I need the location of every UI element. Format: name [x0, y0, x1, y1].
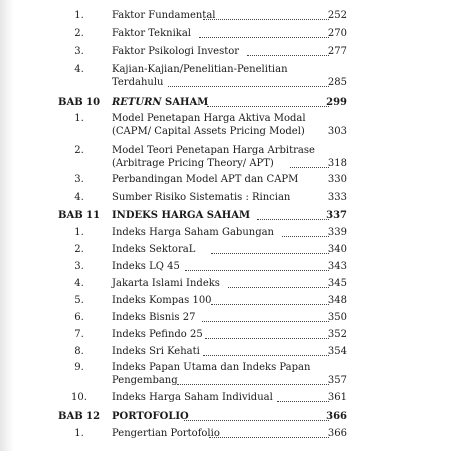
entry-number: 1. — [74, 227, 84, 238]
entry-number: 10. — [71, 392, 87, 403]
entry-number: 4. — [74, 192, 84, 203]
entry-number: 4. — [74, 278, 84, 289]
chapter-title-rest: SAHAM — [161, 97, 209, 108]
dot-leader — [203, 19, 329, 20]
entry-title: Kajian-Kajian/Penelitian-Penelitian — [112, 64, 288, 75]
page-edge-shadow — [0, 0, 14, 451]
entry-page: 345 — [327, 278, 347, 289]
chapter-page: 366 — [326, 411, 347, 422]
entry-number: 3. — [74, 174, 84, 185]
entry-number: 1. — [74, 428, 84, 439]
entry-title: Perbandingan Model APT dan CAPM — [112, 174, 299, 185]
chapter-page: 299 — [326, 97, 347, 108]
entry-page: 333 — [327, 192, 347, 203]
entry-title: Faktor Psikologi Investor — [112, 46, 240, 57]
entry-page: 366 — [327, 428, 347, 439]
dot-leader — [282, 236, 329, 237]
entry-title: Indeks Kompas 100 — [112, 295, 212, 306]
chapter-title: INDEKS HARGA SAHAM — [112, 210, 251, 221]
entry-title: Indeks SektoraL — [112, 244, 196, 255]
entry-title-line2: (Arbitrage Pricing Theory/ APT) — [112, 158, 274, 169]
entry-page: 354 — [327, 346, 347, 357]
entry-number: 4. — [74, 64, 84, 75]
entry-page: 303 — [327, 126, 347, 137]
chapter-title — [112, 97, 208, 109]
entry-number: 9. — [74, 362, 84, 373]
chapter-page: 337 — [326, 210, 347, 221]
entry-title: Indeks Harga Saham Gabungan — [112, 227, 274, 238]
dot-leader — [207, 106, 329, 107]
entry-number: 8. — [74, 346, 84, 357]
entry-number: 5. — [74, 295, 84, 306]
dot-leader — [277, 401, 329, 402]
entry-number: 7. — [74, 329, 84, 340]
entry-page: 252 — [327, 10, 347, 21]
entry-number: 2. — [74, 28, 84, 39]
entry-title: Indeks Papan Utama dan Indeks Papan — [112, 362, 311, 373]
entry-title-line2: (CAPM/ Capital Assets Pricing Model) — [112, 126, 305, 137]
dot-leader — [184, 420, 329, 421]
entry-title: Pengertian Portofolio — [112, 428, 220, 439]
entry-title: Indeks Bisnis 27 — [112, 312, 196, 323]
entry-page: 350 — [327, 312, 347, 323]
entry-page: 339 — [327, 227, 347, 238]
dot-leader — [247, 55, 329, 56]
entry-title: Faktor Fundamental — [112, 10, 216, 21]
entry-title: Indeks Sri Kehati — [112, 346, 200, 357]
dot-leader — [209, 437, 329, 438]
entry-page: 277 — [327, 46, 347, 57]
entry-title: Model Teori Penetapan Harga Arbitrase — [112, 145, 315, 156]
entry-page: 330 — [327, 174, 347, 185]
entry-title: Indeks Harga Saham Individual — [112, 392, 273, 403]
entry-number: 6. — [74, 312, 84, 323]
dot-leader — [290, 167, 329, 168]
entry-title: Sumber Risiko Sistematis : Rincian — [112, 192, 291, 203]
entry-title: Indeks LQ 45 — [112, 261, 180, 272]
entry-page: 285 — [327, 77, 347, 88]
dot-leader — [202, 321, 329, 322]
chapter-number: BAB 12 — [58, 411, 101, 422]
chapter-number: BAB 10 — [58, 97, 101, 108]
entry-page: 348 — [327, 295, 347, 306]
dot-leader — [205, 338, 329, 339]
entry-number: 2. — [74, 244, 84, 255]
entry-page: 318 — [327, 158, 347, 169]
entry-page: 357 — [327, 375, 347, 386]
entry-number: 2. — [74, 145, 84, 156]
dot-leader — [199, 37, 329, 38]
dot-leader — [211, 304, 329, 305]
dot-leader — [168, 86, 329, 87]
chapter-number: BAB 11 — [58, 210, 101, 221]
dot-leader — [203, 355, 329, 356]
entry-title: Jakarta Islami Indeks — [112, 278, 220, 289]
entry-page: 361 — [327, 392, 347, 403]
dot-leader — [257, 219, 329, 220]
chapter-title-italic: RETURN — [112, 97, 162, 108]
entry-title-line2: Pengembang — [112, 375, 178, 386]
chapter-title: PORTOFOLIO — [112, 411, 189, 422]
entry-page: 352 — [327, 329, 347, 340]
entry-page: 340 — [327, 244, 347, 255]
dot-leader — [185, 270, 329, 271]
entry-page: 270 — [327, 28, 347, 39]
entry-number: 3. — [74, 261, 84, 272]
entry-title: Faktor Teknikal — [112, 28, 192, 39]
dot-leader — [228, 287, 329, 288]
entry-number: 1. — [74, 113, 84, 124]
entry-number: 3. — [74, 46, 84, 57]
entry-number: 1. — [74, 10, 84, 21]
dot-leader — [177, 384, 329, 385]
entry-title: Model Penetapan Harga Aktiva Modal — [112, 113, 306, 124]
entry-title: Indeks Pefindo 25 — [112, 329, 203, 340]
entry-page: 343 — [327, 261, 347, 272]
dot-leader — [211, 253, 329, 254]
entry-title-line2: Terdahulu — [112, 77, 164, 88]
